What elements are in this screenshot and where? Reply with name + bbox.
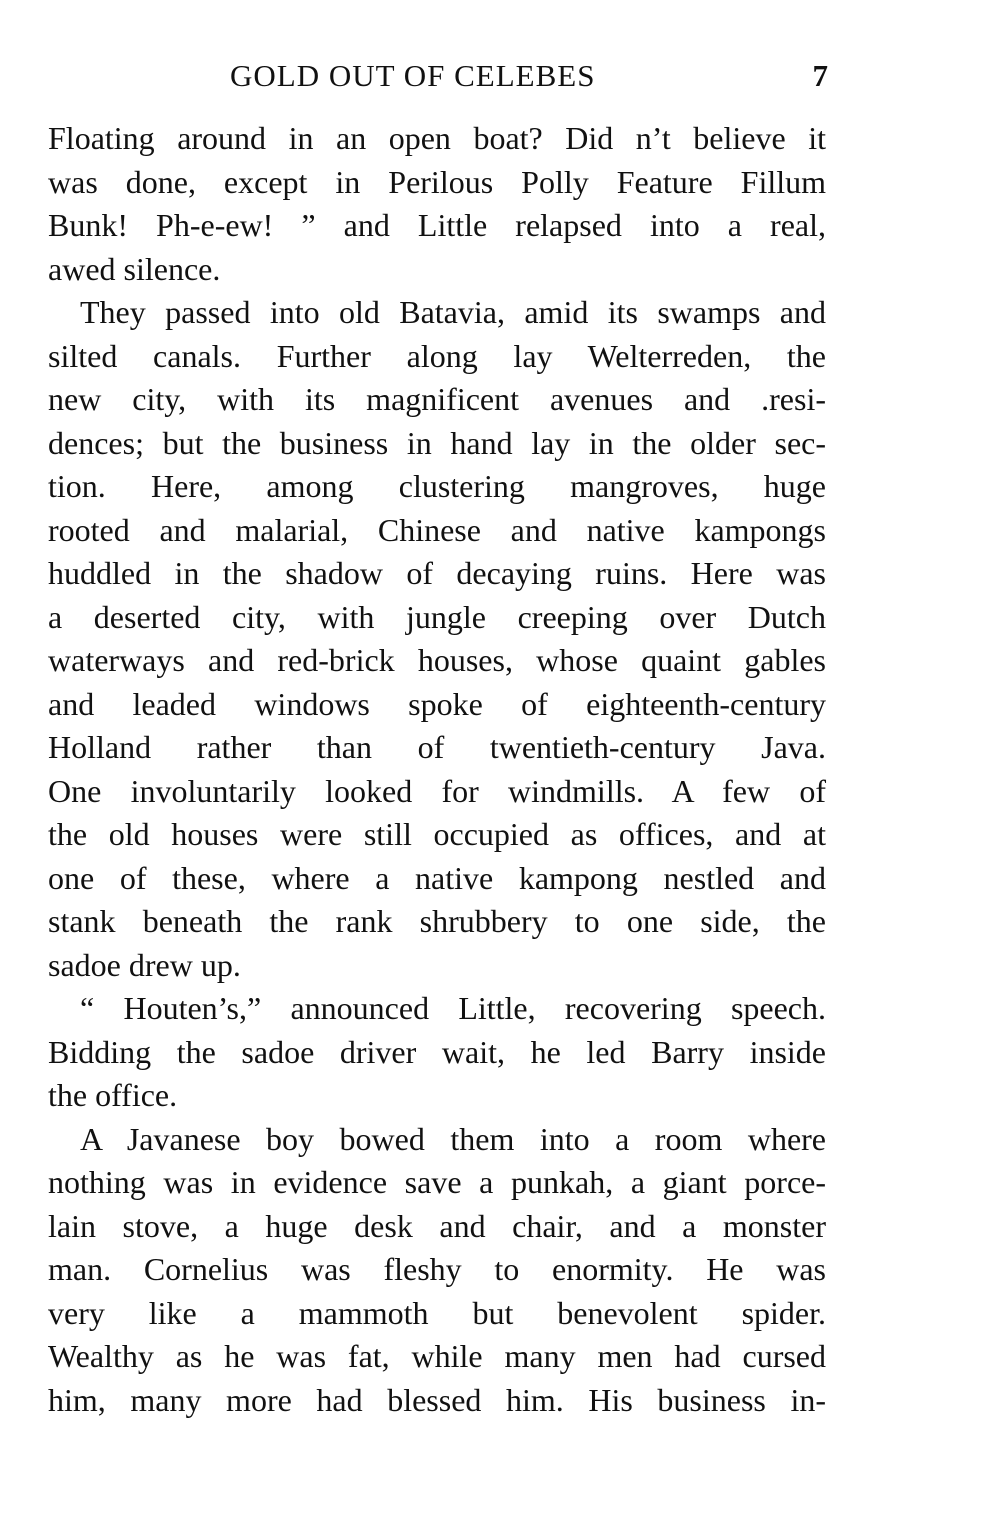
text-line: tion. Here, among clustering mangroves, huge (48, 468, 826, 504)
text-line: stank beneath the rank shrubbery to one side, the (48, 903, 826, 939)
text-line: Wealthy as he was fat, while many men had cursed (48, 1338, 826, 1374)
text-line: Holland rather than of twentieth-century Java. (48, 729, 826, 765)
text-line: A Javanese boy bowed them into a room where (80, 1120, 826, 1157)
page-header (48, 58, 828, 98)
text-line: Bidding the sadoe driver wait, he led Barry inside (48, 1033, 826, 1070)
text-line: man. Cornelius was fleshy to enormity. He was (48, 1251, 826, 1287)
text-line: rooted and malarial, Chinese and native kampongs (48, 511, 826, 548)
text-line: was done, except in Perilous Polly Feature Fillum (48, 163, 826, 200)
text-line: One involuntarily looked for windmills. A few of (48, 772, 826, 809)
text-line: the old houses were still occupied as offices, and at (48, 816, 826, 852)
text-line: a deserted city, with jungle creeping over Dutch (48, 598, 826, 635)
text-line: dences; but the business in hand lay in the older sec- (48, 424, 826, 461)
text-line: the office. (48, 1077, 178, 1113)
text-line: Bunk! Ph-e-ew! ” and Little relapsed into a real, (48, 207, 826, 243)
text-line: and leaded windows spoke of eighteenth-century (48, 685, 826, 722)
text-line: silted canals. Further along lay Welterreden, the (48, 337, 826, 374)
text-line: waterways and red-brick houses, whose quaint gables (48, 642, 826, 678)
text-line: nothing was in evidence save a punkah, a giant porce- (48, 1164, 826, 1200)
paragraph (48, 987, 826, 1118)
paragraph (48, 1118, 826, 1423)
text-line: him, many more had blessed him. His business in- (48, 1381, 826, 1418)
paragraph (48, 291, 826, 987)
text-line: new city, with its magnificent avenues and .resi- (48, 381, 826, 417)
text-line: “ Houten’s,” announced Little, recovering speech. (80, 990, 826, 1026)
page-number: 7 (812, 58, 828, 93)
text-line: Floating around in an open boat? Did n’t believe it (48, 120, 826, 156)
text-line: sadoe drew up. (48, 946, 241, 983)
text-line: awed silence. (48, 250, 221, 287)
text-line: huddled in the shadow of decaying ruins. Here was (48, 555, 826, 591)
text-line: They passed into old Batavia, amid its swamps and (80, 294, 826, 330)
body-text (48, 117, 826, 1422)
text-line: one of these, where a native kampong nestled and (48, 859, 826, 896)
paragraph (48, 117, 826, 291)
text-line: very like a mammoth but benevolent spider. (48, 1294, 826, 1331)
running-title: GOLD OUT OF CELEBES (230, 58, 596, 93)
text-line: lain stove, a huge desk and chair, and a monster (48, 1207, 826, 1244)
